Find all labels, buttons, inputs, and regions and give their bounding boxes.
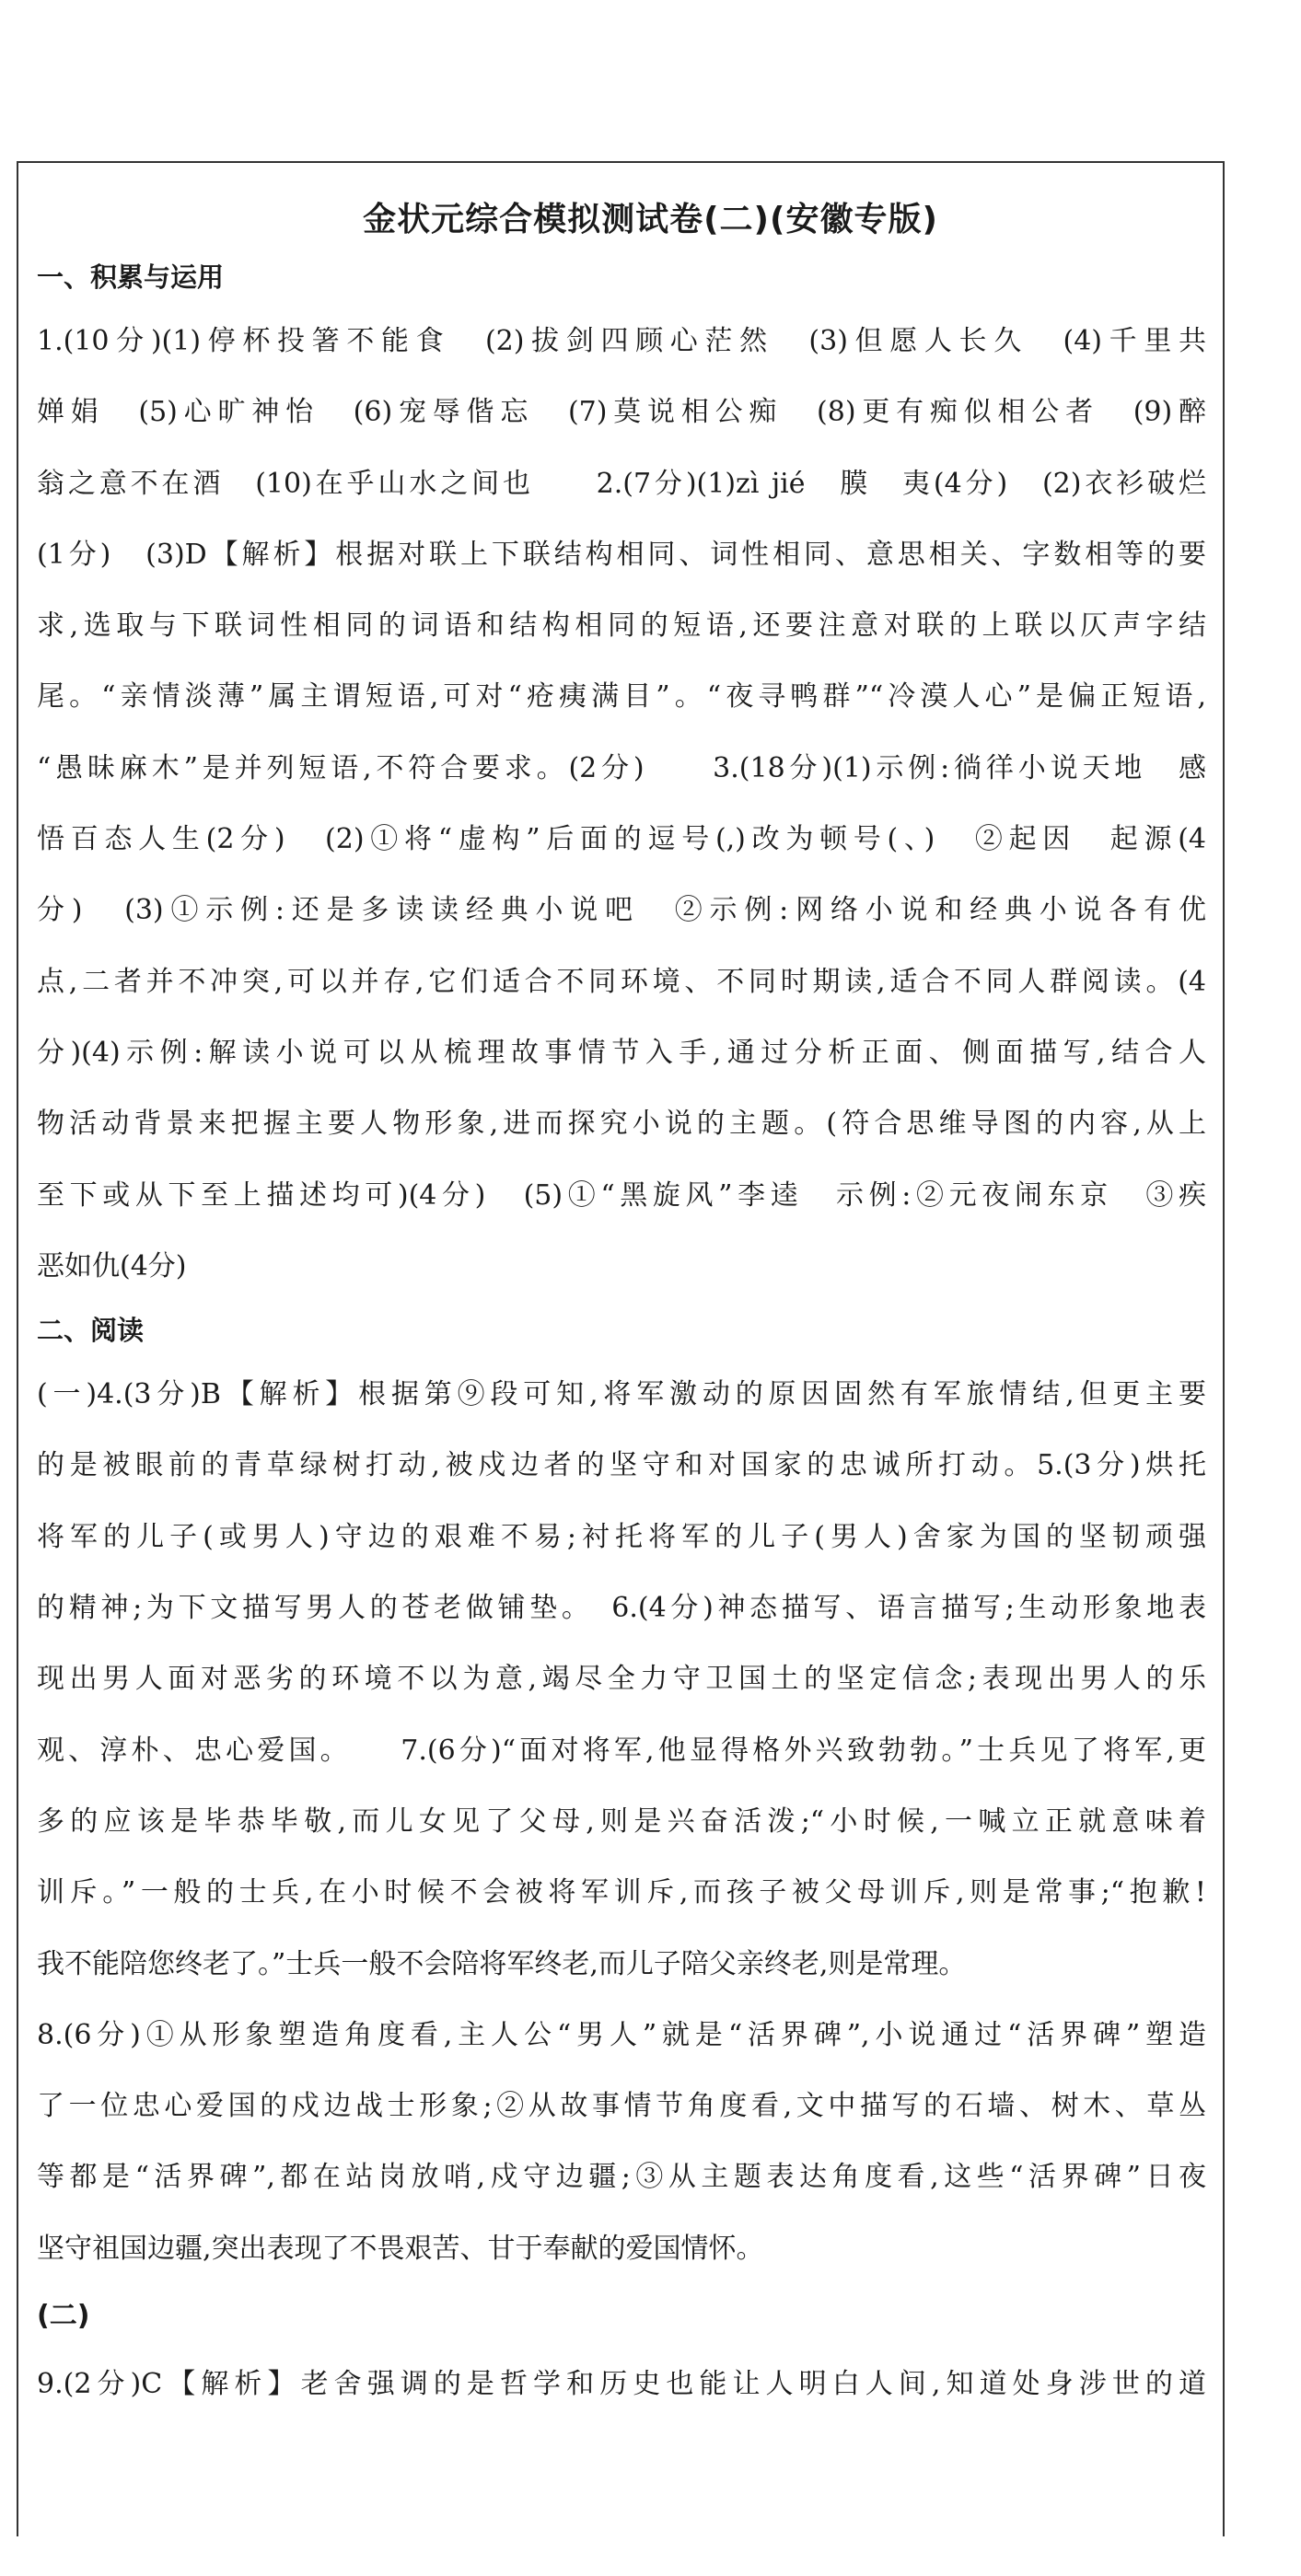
text-line: (1分) (3)D【解析】根据对联上下联结构相同、词性相同、意思相关、字数相等的要 xyxy=(37,538,1206,571)
text-line: 坚守祖国边疆,突出表现了不畏艰苦、甘于奉献的爱国情怀。 xyxy=(37,2232,764,2265)
section-heading-reading: 二、阅读 xyxy=(37,1315,145,1347)
text-line: (一)4.(3分)B【解析】根据第⑨段可知,将军激动的原因固然有军旅情结,但更主要 xyxy=(37,1378,1206,1411)
text-line: 将军的儿子(或男人)守边的艰难不易;衬托将军的儿子(男人)舍家为国的坚韧顽强 xyxy=(37,1520,1206,1553)
text-line: 观、淳朴、忠心爱国。 7.(6分)“面对将军,他显得格外兴致勃勃。”士兵见了将军,更 xyxy=(37,1734,1206,1767)
text-line: 分) (3)①示例:还是多读读经典小说吧 ②示例:网络小说和经典小说各有优 xyxy=(37,894,1206,927)
text-line: 的精神;为下文描写男人的苍老做铺垫。 6.(4分)神态描写、语言描写;生动形象地表 xyxy=(37,1592,1206,1625)
text-line: 等都是“活界碑”,都在站岗放哨,戍守边疆;③从主题表达角度看,这些“活界碑”日夜 xyxy=(37,2161,1206,2194)
text-line: 尾。“亲情淡薄”属主谓短语,可对“疮痍满目”。“夜寻鸭群”“冷漠人心”是偏正短语, xyxy=(37,680,1206,714)
text-line: 恶如仇(4分) xyxy=(37,1249,187,1282)
section-reading-part1-body xyxy=(37,1359,1206,2284)
text-line: 1.(10分)(1)停杯投箸不能食 (2)拔剑四顾心茫然 (3)但愿人长久 (4)千里共 xyxy=(37,325,1206,357)
page-title: 金状元综合模拟测试卷(二)(安徽专版) xyxy=(363,201,938,238)
text-line: 物活动背景来把握主要人物形象,进而探究小说的主题。(符合思维导图的内容,从上 xyxy=(37,1108,1206,1141)
section-heading-accumulation: 一、积累与运用 xyxy=(37,261,225,293)
text-line: 我不能陪您终老了。”士兵一般不会陪将军终老,而儿子陪父亲终老,则是常理。 xyxy=(37,1947,967,1980)
text-line: 多的应该是毕恭毕敬,而儿女见了父母,则是兴奋活泼;“小时候,一喊立正就意味着 xyxy=(37,1804,1206,1838)
text-line: 翁之意不在酒 (10)在乎山水之间也 2.(7分)(1)zì jié 膜 夷(4分) (2)衣衫破烂 xyxy=(37,467,1206,500)
answer-content xyxy=(37,249,1206,2419)
text-line: 了一位忠心爱国的戍边战士形象;②从故事情节角度看,文中描写的石墙、树木、草丛 xyxy=(37,2090,1206,2123)
text-line: 现出男人面对恶劣的环境不以为意,竭尽全力守卫国土的坚定信念;表现出男人的乐 xyxy=(37,1663,1206,1696)
text-line: 悟百态人生(2分) (2)①将“虚构”后面的逗号(,)改为顿号(、) ②起因 起源(4 xyxy=(37,823,1206,856)
text-line: 求,选取与下联词性相同的词语和结构相同的短语,还要注意对联的上联以仄声字结 xyxy=(37,609,1206,643)
text-line: 婵娟 (5)心旷神怡 (6)宠辱偕忘 (7)莫说相公痴 (8)更有痴似相公者 (9)醉 xyxy=(37,396,1206,429)
subsection-heading-part2: (二) xyxy=(37,2300,90,2333)
text-line: 9.(2分)C【解析】老舍强调的是哲学和历史也能让人明白人间,知道处身涉世的道 xyxy=(37,2368,1206,2401)
text-line: 至下或从下至上描述均可)(4分) (5)①“黑旋风”李逵 示例:②元夜闹东京 ③疾 xyxy=(37,1178,1206,1212)
text-line: 8.(6分)①从形象塑造角度看,主人公“男人”就是“活界碑”,小说通过“活界碑”塑造 xyxy=(37,2018,1206,2051)
text-line: 训斥。”一般的士兵,在小时候不会被将军训斥,而孩子被父母训斥,则是常事;“抱歉! xyxy=(37,1876,1206,1909)
section-reading-part2-body xyxy=(37,2349,1206,2419)
text-line: 的是被眼前的青草绿树打动,被戍边者的坚守和对国家的忠诚所打动。5.(3分)烘托 xyxy=(37,1449,1206,1482)
section-accumulation-body xyxy=(37,306,1206,1302)
text-line: 分)(4)示例:解读小说可以从梳理故事情节入手,通过分析正面、侧面描写,结合人 xyxy=(37,1036,1206,1069)
text-line: “愚昧麻木”是并列短语,不符合要求。(2分) 3.(18分)(1)示例:徜徉小说天地 感 xyxy=(37,751,1206,784)
text-line: 点,二者并不冲突,可以并存,它们适合不同环境、不同时期读,适合不同人群阅读。(4 xyxy=(37,965,1206,998)
